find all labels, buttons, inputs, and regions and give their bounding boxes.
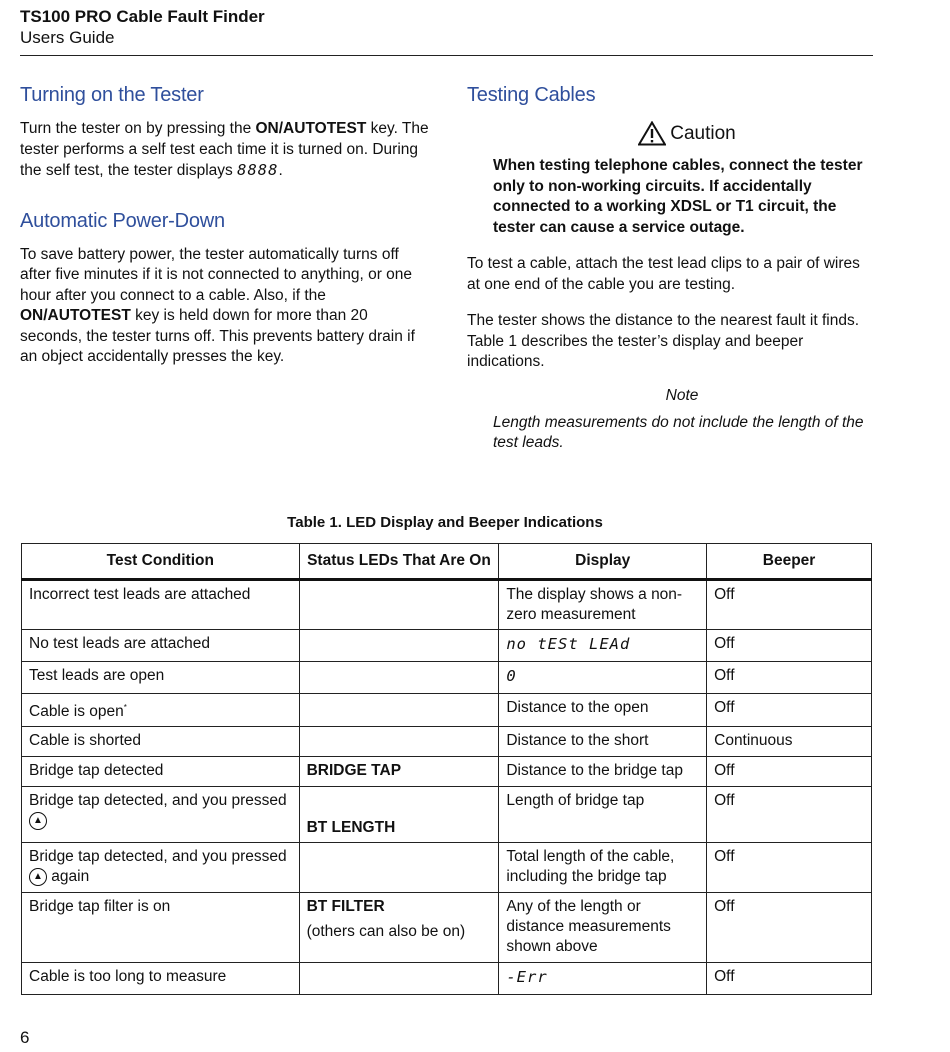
text: To save battery power, the tester automatically turns off after five minutes if it is not connected to anything, or one hour after you connect to a cable. Also, if the [20, 245, 413, 304]
indications-table [21, 543, 872, 995]
turning-on-paragraph [20, 119, 430, 182]
table-row [22, 580, 872, 630]
cell: Length of bridge tap [499, 787, 707, 843]
cell: Off [707, 843, 872, 893]
caution-heading [467, 121, 867, 146]
table-row [22, 727, 872, 757]
text: Turn the tester on by pressing the [20, 120, 256, 137]
lcd-readout: 8888 [237, 161, 279, 179]
table-header-row [22, 544, 872, 580]
cell: Off [707, 963, 872, 995]
lcd-readout: -Err [506, 968, 548, 987]
table-row [22, 893, 872, 963]
note-text: Length measurements do not include the length of the test leads. [493, 413, 864, 451]
cell [499, 963, 707, 995]
cell [299, 662, 499, 694]
cell [299, 963, 499, 995]
cell [299, 893, 499, 963]
cell: Off [707, 787, 872, 843]
cell [299, 580, 499, 630]
cell: Distance to the bridge tap [499, 757, 707, 787]
column-header: Beeper [707, 544, 872, 580]
page-header [20, 6, 873, 56]
lcd-readout: 0 [506, 667, 517, 685]
table-row [22, 963, 872, 995]
left-column [20, 84, 430, 368]
header-title: TS100 PRO Cable Fault Finder [20, 7, 265, 26]
footnote-mark: * [123, 703, 127, 712]
table-row [22, 662, 872, 694]
cell: Total length of the cable, including the bridge tap [499, 843, 707, 893]
cell [499, 662, 707, 694]
led-note: (others can also be on) [306, 923, 466, 941]
up-arrow-icon: ▲ [29, 868, 47, 886]
section-title-power-down: Automatic Power-Down [20, 209, 225, 232]
cell: Off [707, 630, 872, 662]
cell [299, 757, 499, 787]
key-name: ON/AUTOTEST [255, 120, 367, 137]
led-name: BT LENGTH [306, 819, 396, 837]
testing-paragraph-2: The tester shows the distance to the nearest fault it finds. Table 1 describes the tester’s display and beeper indications. [467, 312, 860, 370]
cell-text-suffix: again [47, 868, 90, 886]
table-title: Table 1. LED Display and Beeper Indications [287, 514, 603, 531]
cell [22, 843, 300, 893]
table-row [22, 630, 872, 662]
led-name: BRIDGE TAP [306, 762, 402, 780]
up-arrow-icon: ▲ [29, 812, 47, 830]
cell: Off [707, 694, 872, 727]
cell [22, 787, 300, 843]
cell: The display shows a non-zero measurement [499, 580, 707, 630]
cell: Cable is too long to measure [22, 963, 300, 995]
cell: Any of the length or distance measurements shown above [499, 893, 707, 963]
cell [299, 630, 499, 662]
led-name: BT FILTER [306, 898, 385, 916]
cell: Bridge tap detected [22, 757, 300, 787]
cell-text: Bridge tap detected, and you pressed [29, 792, 287, 810]
section-title-testing-cables: Testing Cables [467, 84, 596, 106]
text: key is held down for more than 20 seconds, the tester turns off. This prevents battery drain if an object accidentally presses the key. [20, 307, 415, 365]
cell: Incorrect test leads are attached [22, 580, 300, 630]
cell [22, 694, 300, 727]
power-down-paragraph [20, 245, 430, 368]
warning-icon [638, 121, 666, 146]
column-header: Display [499, 544, 707, 580]
note-label: Note [665, 386, 699, 404]
key-name: ON/AUTOTEST [20, 307, 131, 324]
table-row [22, 843, 872, 893]
header-subtitle: Users Guide [20, 28, 115, 47]
cell [299, 843, 499, 893]
column-header: Status LEDs That Are On [299, 544, 499, 580]
cell: Off [707, 580, 872, 630]
cell: Test leads are open [22, 662, 300, 694]
section-title-turning-on: Turning on the Tester [20, 84, 204, 106]
text: key. The tester performs a self test each time it is turned on. During the self test, the tester displays [20, 120, 429, 179]
table-row [22, 757, 872, 787]
cell: Cable is shorted [22, 727, 300, 757]
cell: Off [707, 893, 872, 963]
cell: Distance to the short [499, 727, 707, 757]
table-row [22, 694, 872, 727]
cell [299, 694, 499, 727]
caution-text: When testing telephone cables, connect the tester only to non-working circuits. If accidentally connected to a working XDSL or T1 circuit, the tester can cause a service outage. [493, 157, 863, 236]
column-header: Test Condition [22, 544, 300, 580]
cell: No test leads are attached [22, 630, 300, 662]
cell [499, 630, 707, 662]
lcd-readout: no tESt LEAd [506, 635, 631, 653]
text: . [278, 162, 283, 179]
caution-label: Caution [670, 122, 736, 144]
table-row [22, 787, 872, 843]
cell: Continuous [707, 727, 872, 757]
cell-text: Bridge tap detected, and you pressed [29, 848, 287, 866]
cell-text: Cable is open [29, 703, 124, 721]
cell: Off [707, 757, 872, 787]
right-column [467, 84, 867, 454]
cell [299, 727, 499, 757]
cell: Bridge tap filter is on [22, 893, 300, 963]
page-number: 6 [20, 1028, 30, 1047]
cell [299, 787, 499, 843]
testing-paragraph-1: To test a cable, attach the test lead clips to a pair of wires at one end of the cable you are testing. [467, 255, 860, 293]
cell: Off [707, 662, 872, 694]
cell: Distance to the open [499, 694, 707, 727]
